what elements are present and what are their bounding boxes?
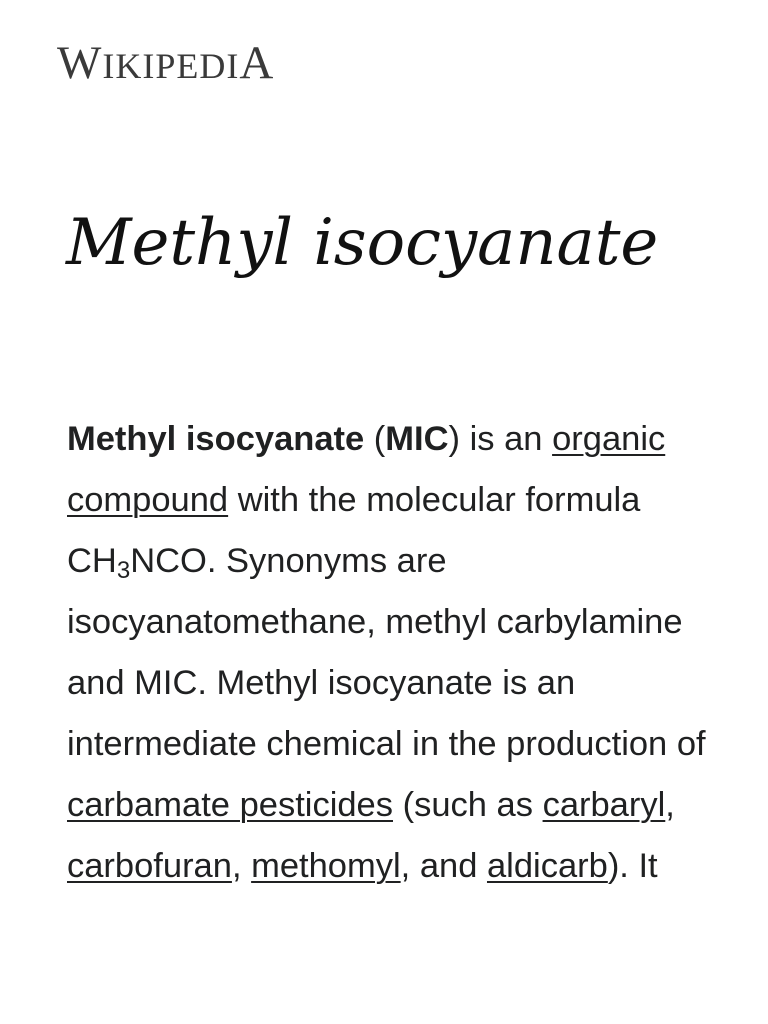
wikipedia-logo[interactable]: [57, 37, 275, 89]
link-aldicarb[interactable]: aldicarb: [486, 847, 608, 885]
link-carbaryl[interactable]: carbaryl: [542, 786, 666, 824]
lead-paragraph: [67, 409, 717, 897]
bold-article-name: Methyl isocyanate: [67, 420, 365, 458]
lead-text: ) is an: [448, 420, 553, 458]
link-carbofuran[interactable]: carbofuran: [67, 847, 232, 885]
link-carbamate-pesticides[interactable]: carbamate pesticides: [67, 786, 393, 824]
lead-text: (: [364, 420, 386, 458]
lead-text: ). It: [607, 847, 658, 885]
link-organic-compound[interactable]: organic compound: [67, 420, 666, 519]
lead-text: ,: [231, 847, 252, 885]
lead-text: with the molecular formula CH: [67, 481, 641, 580]
formula-subscript: 3: [116, 557, 131, 584]
logo-letter-last: A: [239, 37, 275, 89]
logo-letters-middle: IKIPEDI: [102, 46, 240, 86]
logo-letter-first: W: [57, 37, 103, 89]
lead-text: , and: [400, 847, 487, 885]
page-title: Methyl isocyanate: [66, 206, 659, 280]
lead-text: (such as: [393, 786, 543, 824]
lead-text: ,: [665, 786, 675, 824]
lead-text: NCO. Synonyms are isocyanatomethane, methyl carbylamine and MIC. Methyl isocyanate is an intermediate chemical in the production of: [67, 542, 706, 763]
link-methomyl[interactable]: methomyl: [251, 847, 401, 885]
bold-abbreviation: MIC: [385, 420, 449, 458]
